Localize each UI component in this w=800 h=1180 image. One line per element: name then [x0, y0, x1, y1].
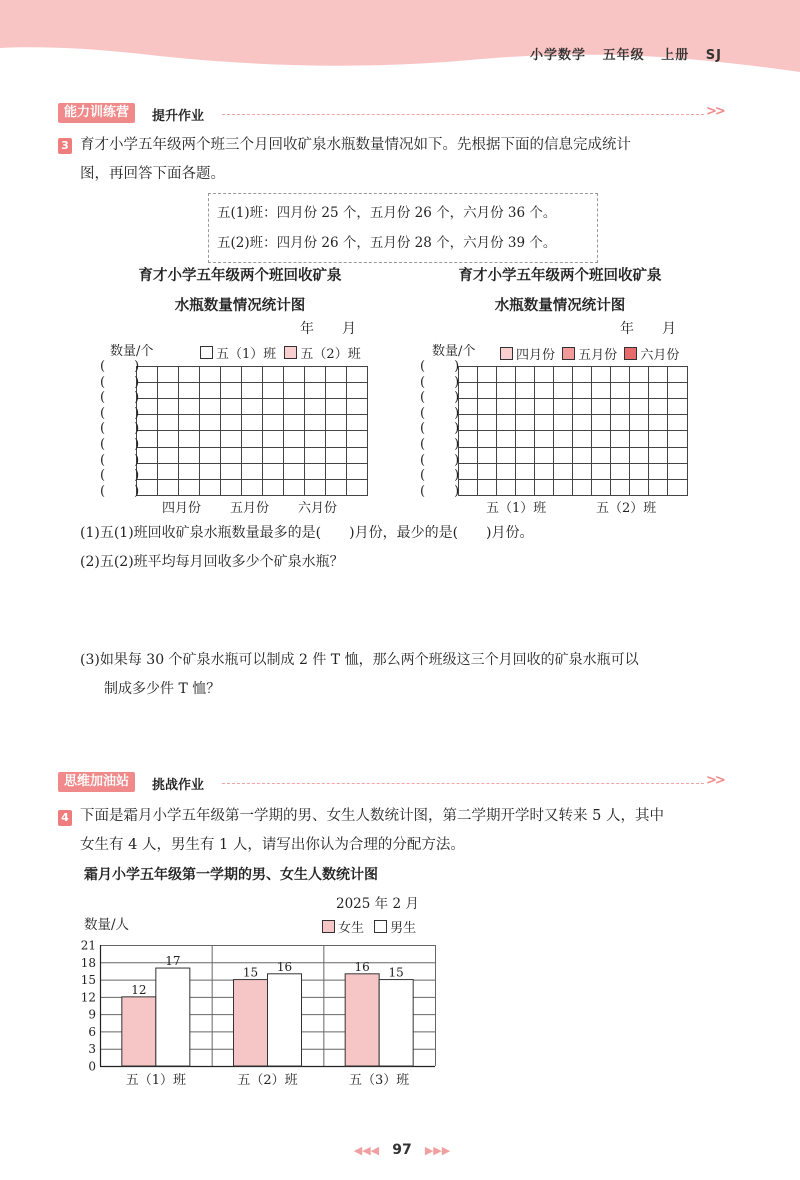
y-tick-label: 6 [88, 1024, 96, 1039]
q3-info-box [208, 193, 598, 263]
chart1-xlabel-apr: 四月份 [162, 501, 202, 516]
y-blank: ( ) [420, 421, 468, 437]
legend-label-boys: 男生 [390, 921, 417, 936]
footer-page [322, 1139, 482, 1158]
q3-info-line2: 五(2)班：四月份 26 个，五月份 28 个，六月份 39 个。 [217, 235, 557, 251]
legend-swatch-april [500, 347, 513, 360]
chart1-xlabel-may: 五月份 [230, 501, 270, 516]
legend-label-april: 四月份 [516, 348, 556, 363]
chart1-ylabel: 数量/个 [110, 344, 154, 359]
bar-girls [122, 997, 156, 1066]
y-tick-label: 21 [80, 938, 96, 953]
next-arrows-icon: ▶▶▶ [424, 1144, 451, 1157]
q3-sub2: (2)五(2)班平均每月回收多少个矿泉水瓶？ [80, 554, 344, 570]
header-grade: 五年级 [602, 48, 645, 63]
y-blank: ( ) [100, 374, 148, 390]
q3-text-line2: 图，再回答下面各题。 [80, 166, 225, 182]
legend-swatch-may [562, 347, 575, 360]
chart1-legend [200, 343, 361, 362]
chart1-date: 年 月 [300, 321, 356, 337]
legend-swatch-june [624, 347, 637, 360]
q4-chart-ylabel: 数量/人 [84, 917, 130, 933]
chart2-xlabel-class2: 五（2）班 [596, 501, 657, 516]
chart2-date: 年 月 [620, 321, 676, 337]
q3-sub1: (1)五(1)班回收矿泉水瓶数量最多的是( )月份，最少的是( )月份。 [80, 525, 534, 541]
y-blank: ( ) [420, 374, 468, 390]
y-tick-label: 15 [80, 973, 96, 988]
q3-sub3-line2: 制成多少件 T 恤？ [104, 681, 221, 697]
y-blank: ( ) [100, 483, 148, 499]
y-blank: ( ) [100, 390, 148, 406]
y-tick-label: 0 [88, 1059, 96, 1074]
header-info [530, 44, 722, 63]
section1-badge: 能力训练营 [58, 103, 135, 123]
page-number: 97 [392, 1142, 412, 1158]
bar-value-label: 15 [388, 965, 404, 980]
chart2-ylabel: 数量/个 [432, 344, 476, 359]
q3-info-line1: 五(1)班：四月份 25 个，五月份 26 个，六月份 36 个。 [217, 205, 557, 221]
q4-chart-date: 2025 年 2 月 [336, 896, 419, 912]
chart1-title-line1: 育才小学五年级两个班回收矿泉 [138, 268, 342, 284]
section1-divider [222, 114, 704, 115]
y-blank: ( ) [420, 468, 468, 484]
header-subject: 小学数学 [530, 48, 587, 63]
y-tick-label: 18 [80, 955, 96, 970]
header-band [0, 0, 800, 80]
legend-label-class1: 五（1）班 [216, 347, 277, 362]
y-blank: ( ) [100, 468, 148, 484]
chart1-yaxis-blanks [100, 359, 148, 499]
q4-chart-title: 霜月小学五年级第一学期的男、女生人数统计图 [84, 867, 378, 883]
bar-value-label: 15 [242, 965, 259, 980]
section2-arrow-icon: >> [706, 773, 724, 788]
legend-swatch-girls [322, 920, 335, 933]
chart2-grid [458, 366, 688, 496]
y-blank: ( ) [100, 436, 148, 452]
bar-boys [268, 974, 302, 1066]
bar-value-label: 16 [276, 959, 293, 974]
q4-text-line2: 女生有 4 人，男生有 1 人，请写出你认为合理的分配方法。 [80, 837, 465, 853]
x-category-label: 五（1）班 [125, 1073, 186, 1086]
q4-text-line1: 下面是霜月小学五年级第一学期的男、女生人数统计图，第二学期开学时又转来 5 人，其中 [80, 808, 664, 824]
y-blank: ( ) [420, 390, 468, 406]
y-blank: ( ) [100, 421, 148, 437]
chart2-yaxis-blanks [420, 359, 468, 499]
q4-chart-legend [322, 917, 416, 936]
q4-number: 4 [58, 810, 72, 826]
legend-label-girls: 女生 [338, 921, 365, 936]
chart1-xlabel-jun: 六月份 [298, 501, 338, 516]
legend-label-may: 五月份 [578, 348, 618, 363]
x-category-label: 五（2）班 [237, 1073, 298, 1086]
y-blank: ( ) [420, 436, 468, 452]
y-blank: ( ) [420, 452, 468, 468]
chart2-xlabel-class1: 五（1）班 [486, 501, 547, 516]
y-blank: ( ) [420, 359, 468, 374]
y-tick-label: 3 [88, 1042, 96, 1057]
y-blank: ( ) [100, 452, 148, 468]
bar-value-label: 12 [131, 982, 147, 997]
x-category-label: 五（3）班 [349, 1073, 410, 1086]
chart2-legend [500, 344, 679, 363]
section2-divider [222, 783, 704, 784]
section2-subtitle: 挑战作业 [152, 778, 205, 793]
chart1-grid [136, 366, 368, 496]
legend-swatch-boys [374, 920, 387, 933]
y-tick-label: 9 [88, 1007, 96, 1022]
header-volume: 上册 [661, 48, 690, 63]
y-blank: ( ) [420, 483, 468, 499]
legend-label-class2: 五（2）班 [300, 347, 361, 362]
q3-number: 3 [58, 138, 72, 154]
legend-swatch-class2 [284, 346, 297, 359]
legend-label-june: 六月份 [640, 348, 680, 363]
chart2-title-line2: 水瓶数量情况统计图 [494, 298, 626, 314]
bar-boys [156, 968, 190, 1066]
header-edition: SJ [705, 48, 722, 63]
prev-arrows-icon: ◀◀◀ [353, 1144, 380, 1157]
section2-badge: 思维加油站 [58, 772, 135, 792]
y-blank: ( ) [100, 405, 148, 421]
q3-sub3-line1: (3)如果每 30 个矿泉水瓶可以制成 2 件 T 恤，那么两个班级这三个月回收的矿泉水瓶可以 [80, 652, 639, 668]
q3-text-line1: 育才小学五年级两个班三个月回收矿泉水瓶数量情况如下。先根据下面的信息完成统计 [80, 137, 631, 153]
bar-value-label: 17 [165, 954, 181, 969]
chart1-title-line2: 水瓶数量情况统计图 [174, 298, 306, 314]
bar-value-label: 16 [354, 959, 370, 974]
bar-girls [234, 980, 268, 1066]
section1-subtitle: 提升作业 [152, 109, 205, 124]
bar-boys [379, 980, 413, 1066]
section1-arrow-icon: >> [706, 104, 724, 119]
bar-girls [345, 974, 379, 1066]
legend-swatch-class1 [200, 346, 213, 359]
y-tick-label: 12 [80, 990, 96, 1005]
q4-bar-chart [80, 936, 440, 1086]
y-blank: ( ) [420, 405, 468, 421]
y-blank: ( ) [100, 359, 148, 374]
chart2-title-line1: 育才小学五年级两个班回收矿泉 [458, 268, 662, 284]
